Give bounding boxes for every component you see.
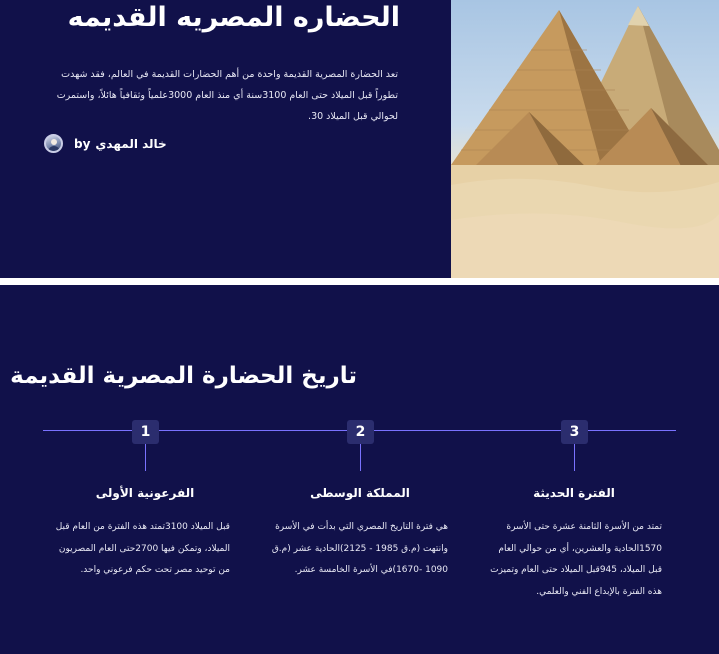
step-3-description: تمتد من الأسرة الثامنة عشرة حتى الأسرة 1570الحادية والعشرين، أي من حوالي العام قبل الميلاد، 945قبل الميلاد حتى العام وتميزت هذه الفترة بالإبداع الفني والعلمي. [490,522,662,597]
step-2-connector [360,444,361,471]
step-2-description: هي فترة التاريخ المصري التي بدأت في الأسرة وانتهت (م.ق 1985 - 2125)الحادية عشر (م.ق 1090 -1670)في الأسرة الخامسة عشر. [271,522,448,575]
hero-description: تعد الحضارة المصرية القديمة واحدة من أهم الحضارات القديمة في العالم، فقد شهدت تطوراً قبل الميلاد حتى العام 3100سنة أي منذ العام 3000علمياً وثقافياً هائلاً، واستمرت لحوالي قبل الميلاد 30. [56,69,398,122]
author-name[interactable]: خالد المهدي [95,136,167,151]
avatar-head-shape [51,139,57,145]
step-1-badge: 1 [132,420,159,444]
history-section [0,285,719,654]
section-divider [0,278,719,285]
step-3-title: الفترة الحديثة [533,486,615,500]
step-3-badge: 3 [561,420,588,444]
step-1-description: قبل الميلاد 3100تمتد هذه الفترة من العام قبل الميلاد، وتمكن فيها 2700حتى العام المصريون من توحيد مصر تحت حكم فرعوني واحد. [55,522,230,575]
step-1-title: الفرعونية الأولى [95,486,195,500]
pyramids-image [451,0,719,278]
far-pyramid-cap [628,6,649,26]
step-3-connector [574,444,575,471]
by-label: by [74,136,91,151]
hero-text [40,0,400,278]
pyramids-illustration [451,0,719,278]
avatar[interactable] [44,134,63,153]
hero-title: الحضاره المصريه القديمه [67,2,400,33]
history-title: تاريخ الحضارة المصرية القديمة [10,363,357,389]
step-1-connector [145,444,146,471]
step-2-badge: 2 [347,420,374,444]
step-2-title: المملكة الوسطى [310,486,410,500]
author-byline[interactable] [44,134,167,153]
hero-section [0,0,719,278]
avatar-body-shape [48,146,60,153]
